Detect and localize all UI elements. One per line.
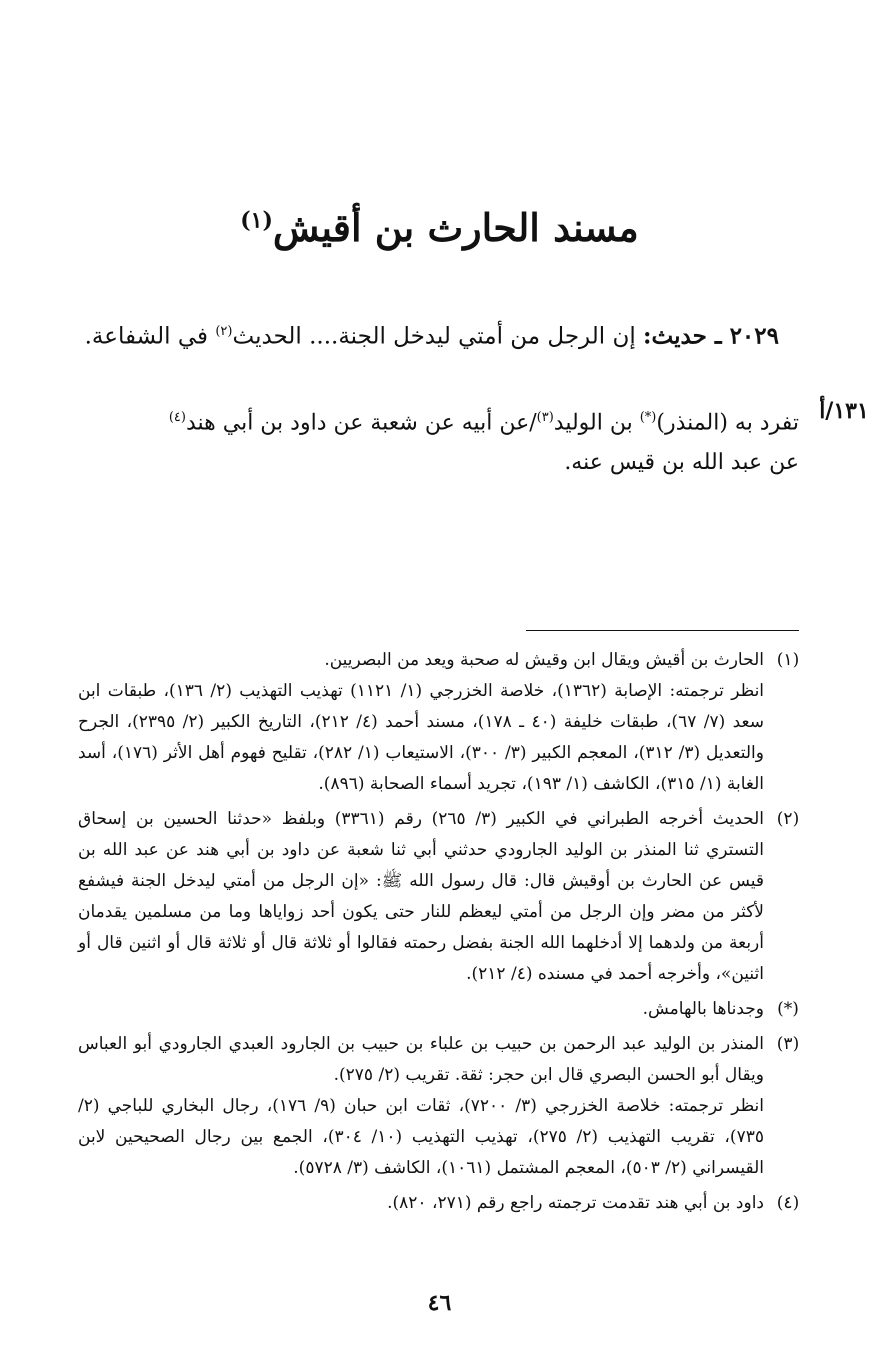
footnote-2 xyxy=(78,804,806,990)
footnote-number: (*) xyxy=(777,999,799,1019)
footnote-paragraph: المنذر بن الوليد عبد الرحمن بن حبيب بن علباء بن حبيب بن الجارود العبدي الجارودي أبو العباس ويقال أبو الحسن البصري قال ابن حجر: ثقة. تقريب (٢/ ٢٧٥). xyxy=(78,1034,764,1085)
chain-segment: /عن أبيه عن شعبة عن داود بن أبي هند xyxy=(185,410,537,436)
hadith-entry xyxy=(81,312,779,357)
chain-line-1 xyxy=(79,398,799,443)
footnote-1 xyxy=(78,645,806,800)
footnote-number: (١) xyxy=(776,650,800,670)
footnote-number: (٢) xyxy=(776,809,800,829)
section-title xyxy=(0,205,879,250)
footnote-number: (٤) xyxy=(776,1193,800,1213)
footnote-marker-3: (٣) xyxy=(536,410,554,425)
footnote-separator xyxy=(526,630,799,631)
footnote-3 xyxy=(78,1029,806,1184)
footnote-marker-4: (٤) xyxy=(168,410,186,425)
chain-segment: بن الوليد xyxy=(553,410,640,436)
footnote-paragraph: الحارث بن أقيش ويقال ابن وقيش له صحبة ويعد من البصريين. xyxy=(324,650,764,670)
footnote-number: (٣) xyxy=(776,1034,800,1054)
chain-segment: تفرد به (المنذر) xyxy=(656,410,799,436)
chain-of-narration xyxy=(79,398,799,483)
manuscript-folio-ref: ١٣١/أ xyxy=(819,398,869,424)
hadith-footnote-marker: (٢) xyxy=(215,324,233,339)
footnote-paragraph: انظر ترجمته: خلاصة الخزرجي (٣/ ٧٢٠٠)، ثقات ابن حبان (٩/ ١٧٦)، رجال البخاري للباجي (٢/ ٧٣٥)، تقريب التهذيب (٢/ ٢٧٥)، تهذيب التهذيب (١٠/ ٣٠٤)، الجمع بين رجال الصحيحين لابن القيسراني (٢/ ٥٠٣)، المعجم المشتمل (١٠٦١)، الكاشف (٣/ ٥٧٢٨). xyxy=(78,1096,764,1178)
footnote-star xyxy=(78,994,806,1025)
hadith-number: ٢٠٢٩ ـ حديث: xyxy=(643,322,779,350)
footnote-paragraph: انظر ترجمته: الإصابة (١٣٦٢)، خلاصة الخزرجي (١/ ١١٢١) تهذيب التهذيب (٢/ ١٣٦)، طبقات ابن سعد (٧/ ٦٧)، طبقات خليفة (٤٠ ـ ١٧٨)، مسند أحمد (٤/ ٢١٢)، التاريخ الكبير (٢/ ٢٣٩٥)، الجرح والتعديل (٣/ ٣١٢)، المعجم الكبير (٣/ ٣٠٠)، الاستيعاب (١/ ٢٨٢)، تقليح فهوم أهل الأثر (١٧٦)، أسد الغابة (١/ ٣١٥)، الكاشف (١/ ١٩٣)، تجريد أسماء الصحابة (٨٩٦). xyxy=(78,681,765,794)
footnote-marker-star: (*) xyxy=(639,410,657,425)
hadith-text: إن الرجل من أمتي ليدخل الجنة.... الحديث xyxy=(232,323,644,350)
page-number: ٤٦ xyxy=(427,1290,452,1316)
section-title-text: مسند الحارث بن أقيش xyxy=(272,205,639,250)
hadith-text-end: في الشفاعة. xyxy=(84,323,216,350)
footnote-paragraph: داود بن أبي هند تقدمت ترجمته راجع رقم (٢٧١، ٨٢٠). xyxy=(387,1193,764,1213)
footnote-4 xyxy=(78,1188,806,1219)
title-footnote-marker: (١) xyxy=(240,207,273,234)
footnote-paragraph: الحديث أخرجه الطبراني في الكبير (٣/ ٢٦٥) رقم (٣٣٦١) وبلفظ «حدثنا الحسين بن إسحاق التستري ثنا المنذر بن الوليد الجارودي حدثني أبي ثنا شعبة عن داود بن أبي هند عن عبد الله بن قيس عن الحارث بن أوقيش قال: قال رسول الله ﷺ: «إن الرجل من أمتي ليدخل الجنة فيشفع لأكثر من مضر وإن الرجل من أمتي ليعظم للنار حتى يكون أحد زواياها وما من مسلمين يقدمان أربعة من ولدهما إلا أدخلهما الله الجنة بفضل رحمته فقالوا أو ثلاثة قال أو ثلاثة قال أو اثنين قال أو اثنين»، وأخرجه أحمد في مسنده (٤/ ٢١٢). xyxy=(78,809,764,984)
chain-line-2: عن عبد الله بن قيس عنه. xyxy=(564,450,799,476)
footnote-paragraph: وجدناها بالهامش. xyxy=(642,999,764,1019)
footnotes xyxy=(78,645,806,1223)
